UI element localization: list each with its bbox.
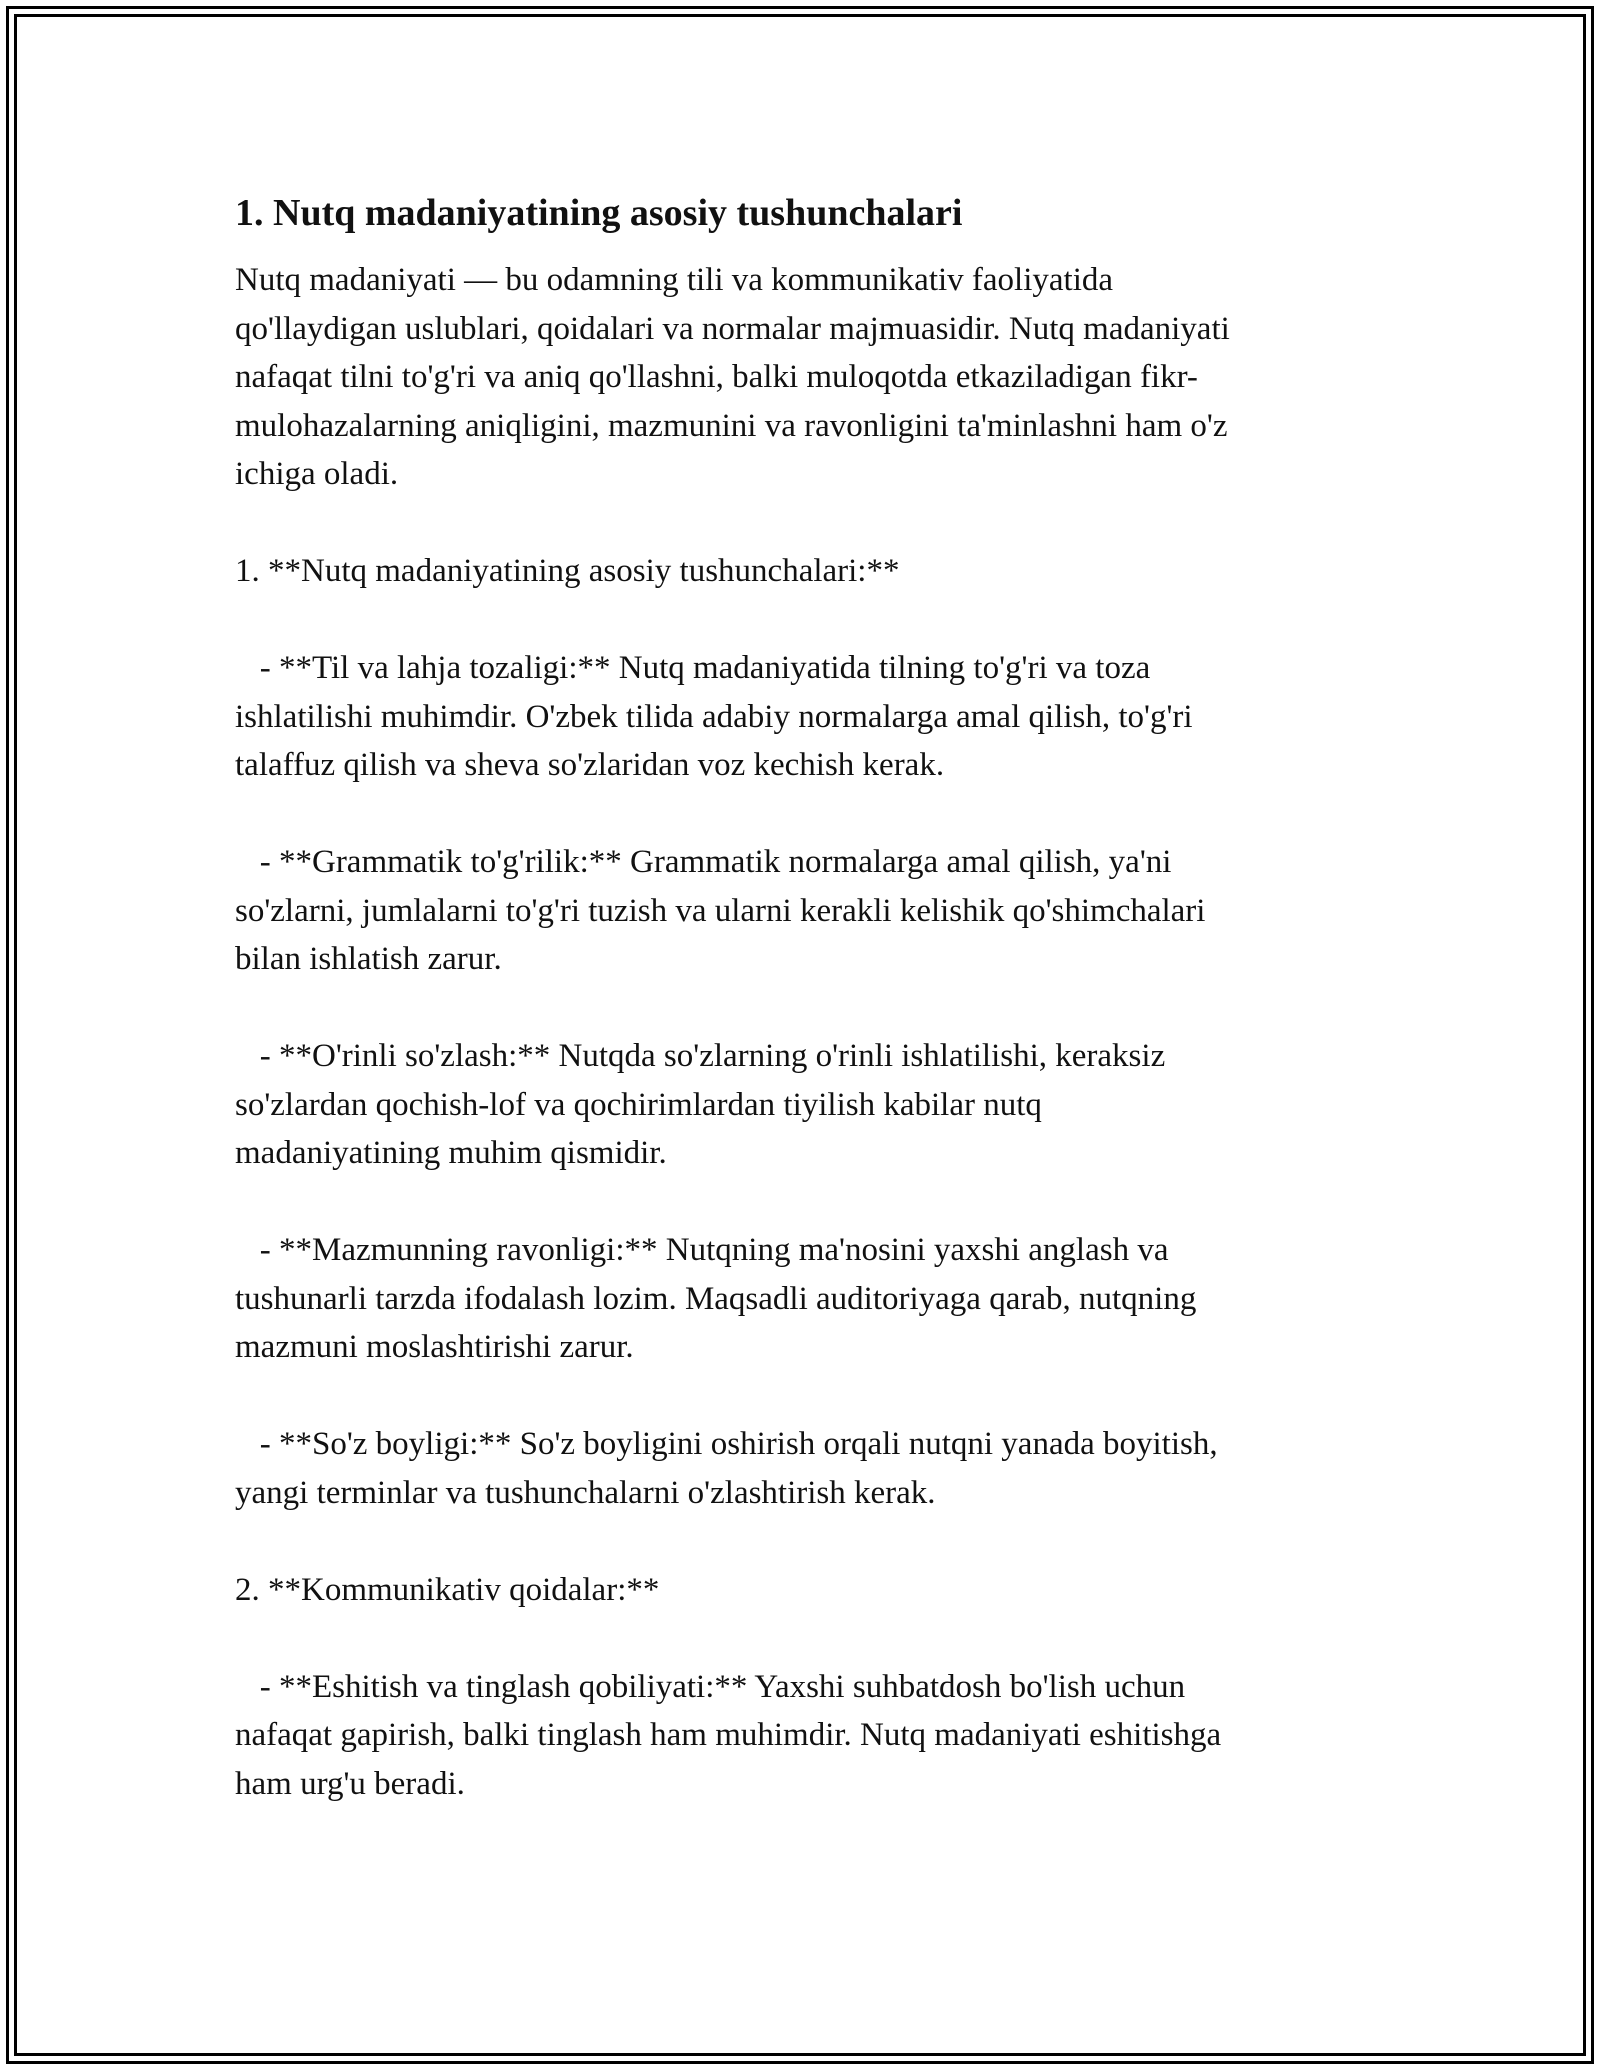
document-title: 1. Nutq madaniyatining asosiy tushunchalari — [235, 192, 963, 234]
list-item-til-va-lahja: - **Til va lahja tozaligi:** Nutq madaniyatida tilning to'g'ri va toza ishlatilishi muhimdir. O'zbek tilida adabiy normalarga amal qilish, to'g'ri talaffuz qilish va sheva so'zlaridan voz kechish kerak. — [235, 650, 1193, 783]
paragraph-gap — [235, 1178, 1365, 1227]
section-heading-2: 2. **Kommunikativ qoidalar:** — [235, 1571, 660, 1608]
document-page — [235, 186, 1365, 1808]
paragraph-gap — [235, 1614, 1365, 1663]
paragraph-gap — [235, 790, 1365, 839]
paragraph-gap — [235, 984, 1365, 1033]
paragraph-gap — [235, 1372, 1365, 1421]
list-item-soz-boyligi: - **So'z boyligi:** So'z boyligini oshirish orqali nutqni yanada boyitish, yangi terminlar va tushunchalarni o'zlashtirish kerak. — [235, 1426, 1218, 1511]
intro-paragraph: Nutq madaniyati — bu odamning tili va kommunikativ faoliyatida qo'llaydigan uslublari, qoidalari va normalar majmuasidir. Nutq madaniyati nafaqat tilni to'g'ri va aniq qo'llashni, balki muloqotda etkaziladigan fikr- mulohazalarning aniqligini, mazmunini va ravonligini ta'minlashni ham o'z ichiga oladi. — [235, 262, 1230, 492]
section-heading-1: 1. **Nutq madaniyatining asosiy tushunchalari:** — [235, 553, 900, 589]
paragraph-gap — [235, 499, 1365, 548]
paragraph-gap — [235, 1517, 1365, 1566]
document-body — [235, 256, 1365, 1808]
list-item-eshitish: - **Eshitish va tinglash qobiliyati:** Yaxshi suhbatdosh bo'lish uchun nafaqat gapirish, balki tinglash ham muhimdir. Nutq madaniyati eshitishga ham urg'u beradi. — [235, 1668, 1222, 1802]
list-item-mazmun-ravonligi: - **Mazmunning ravonligi:** Nutqning ma'nosini yaxshi anglash va tushunarli tarzda ifodalash lozim. Maqsadli auditoriyaga qarab, nutqning mazmuni moslashtirishi zarur. — [235, 1232, 1197, 1365]
list-item-grammatik: - **Grammatik to'g'rilik:** Grammatik normalarga amal qilish, ya'ni so'zlarni, jumlalarni to'g'ri tuzish va ularni kerakli kelishik qo'shimchalari bilan ishlatish zarur. — [235, 844, 1206, 977]
paragraph-gap — [235, 596, 1365, 645]
list-item-orinli-sozlash: - **O'rinli so'zlash:** Nutqda so'zlarning o'rinli ishlatilishi, keraksiz so'zlardan qochish-lof va qochirimlardan tiyilish kabilar nutq madaniyatining muhim qismidir. — [235, 1038, 1166, 1171]
